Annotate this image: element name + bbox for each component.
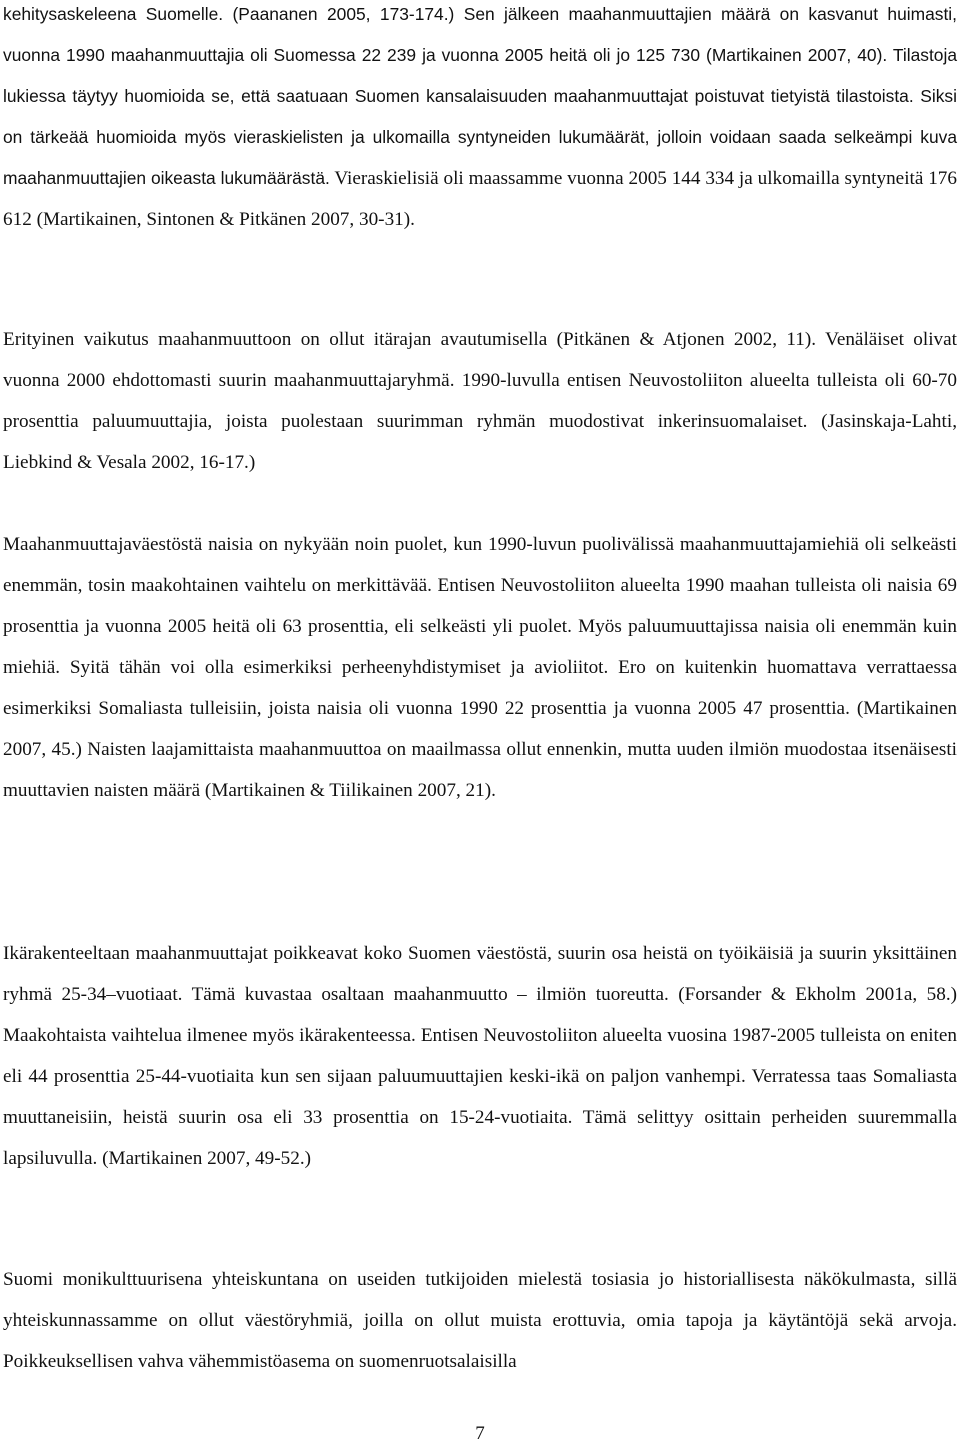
paragraph-4 (3, 933, 957, 1179)
paragraph-4-text: Ikärakenteeltaan maahanmuuttajat poikkeavat koko Suomen väestöstä, suurin osa heistä on työikäisiä ja suurin yksittäinen ryhmä 25-34–vuotiaat. Tämä kuvastaa osaltaan maahanmuutto – ilmiön tuoreutta. (Forsander & Ekholm 2001a, 58.) Maakohtaista vaihtelua ilmenee myös ikärakenteessa. Entisen Neuvostoliiton alueelta vuosina 1987-2005 tulleista on eniten eli 44 prosenttia 25-44-vuotiaita kun sen sijaan paluumuuttajien keski-ikä on paljon vanhempi. Verratessa taas Somaliasta muuttaneisiin, heistä suurin osa eli 33 prosenttia on 15-24-vuotiaita. Tämä selittyy osittain perheiden suuremmalla lapsiluvulla. (Martikainen 2007, 49-52.) (3, 943, 957, 1169)
paragraph-5 (3, 1259, 957, 1382)
paragraph-3 (3, 524, 957, 811)
paragraph-1-part-1: kehitysaskeleena Suomelle. (Paananen 2005, 173-174.) Sen jälkeen maahanmuuttajien määrä on kasvanut huimasti, vuonna 1990 maahanmuuttajia oli Suomessa 22 239 ja vuonna 2005 heitä oli jo 125 730 (Martikainen 2007, 40). Tilastoja lukiessa täytyy huomioida se, että saatuaan Suomen kansalaisuuden maahanmuuttajat poistuvat tietyistä tilastoista. Siksi on tärkeää huomioida myös vieraskielisten ja ulkomailla syntyneiden lukumäärät, jolloin voidaan saada selkeämpi kuva maahanmuuttajien oikeasta lukumäärästä. (3, 4, 957, 188)
paragraph-1-part-2: Vieraskielisiä oli maassamme vuonna 2005 144 334 ja ulkomailla syntyneitä 176 612 (Martikainen, Sintonen & Pitkänen 2007, 30-31). (3, 168, 957, 230)
paragraph-2 (3, 319, 957, 483)
paragraph-2-text: Erityinen vaikutus maahanmuuttoon on ollut itärajan avautumisella (Pitkänen & Atjonen 2002, 11). Venäläiset olivat vuonna 2000 ehdottomasti suurin maahanmuuttajaryhmä. 1990-luvulla entisen Neuvostoliiton alueelta tulleista oli 60-70 prosenttia paluumuuttajia, joista puolestaan suurimman ryhmän muodostivat inkerinsuomalaiset. (Jasinskaja-Lahti, Liebkind & Vesala 2002, 16-17.) (3, 329, 957, 473)
paragraph-5-text: Suomi monikulttuurisena yhteiskuntana on useiden tutkijoiden mielestä tosiasia jo historiallisesta näkökulmasta, sillä yhteiskunnassamme on ollut väestöryhmiä, joilla on ollut muista erottuvia, omia tapoja ja käytäntöjä sekä arvoja. Poikkeuksellisen vahva vähemmistöasema on suomenruotsalaisilla (3, 1269, 957, 1372)
paragraph-3-text: Maahanmuuttajaväestöstä naisia on nykyään noin puolet, kun 1990-luvun puolivälissä maahanmuuttajamiehiä oli selkeästi enemmän, tosin maakohtainen vaihtelu on merkittävää. Entisen Neuvostoliiton alueelta 1990 maahan tulleista oli naisia 69 prosenttia ja vuonna 2005 heitä oli 63 prosenttia, eli selkeästi yli puolet. Myös paluumuuttajissa naisia oli enemmän kuin miehiä. Syitä tähän voi olla esimerkiksi perheenyhdistymiset ja avioliitot. Ero on kuitenkin huomattava verrattaessa esimerkiksi Somaliasta tulleisiin, joista naisia oli vuonna 1990 22 prosenttia ja vuonna 2005 47 prosenttia. (Martikainen 2007, 45.) Naisten laajamittaista maahanmuuttoa on maailmassa ollut ennenkin, mutta uuden ilmiön muodostaa itsenäisesti muuttavien naisten määrä (Martikainen & Tiilikainen 2007, 21). (3, 534, 957, 801)
page-number: 7 (475, 1423, 485, 1444)
paragraph-1 (3, 0, 957, 240)
